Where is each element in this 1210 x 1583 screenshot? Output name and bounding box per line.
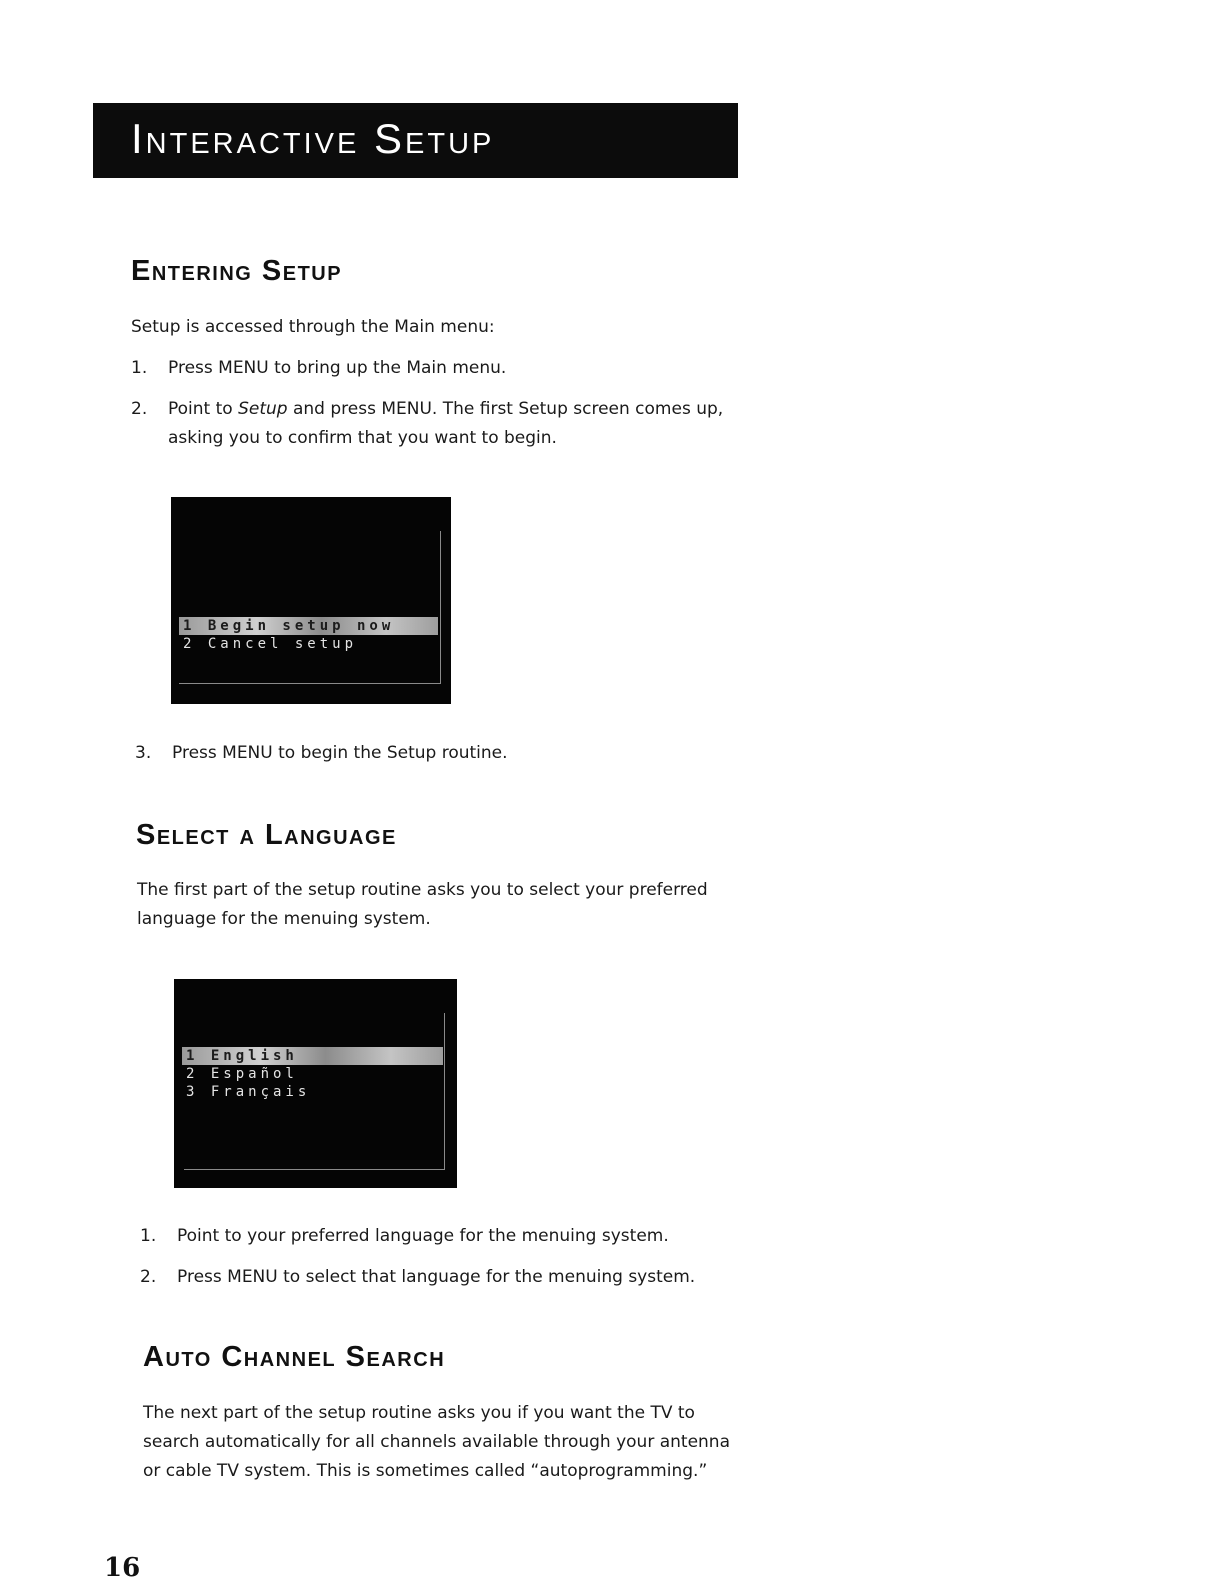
tv-menu-frame: [179, 531, 441, 684]
step-number: 2.: [140, 1267, 157, 1287]
heading-select-language: Select a Language: [136, 819, 397, 851]
select-language-intro-line1: The first part of the setup routine asks you to select your preferred: [137, 880, 708, 900]
step-text-after: and press MENU. The first Setup screen comes up,: [287, 399, 724, 419]
tv-menu-item-cancel-setup: 2 Cancel setup: [183, 636, 358, 652]
step-text-italic: Setup: [238, 399, 288, 419]
step-text: [168, 395, 723, 424]
banner-title: Interactive Setup: [131, 115, 495, 162]
heading-auto-channel-search: Auto Channel Search: [143, 1341, 446, 1373]
step-number: 1.: [131, 358, 148, 378]
step-text-line2: asking you to confirm that you want to begin.: [168, 428, 557, 448]
tv-menu-item-begin-setup: 1 Begin setup now: [179, 617, 438, 635]
entering-setup-intro: Setup is accessed through the Main menu:: [131, 317, 495, 337]
tv-menu-item-english: 1 English: [182, 1047, 443, 1065]
step-number: 2.: [131, 399, 148, 419]
step-text-before: Point to: [168, 399, 239, 419]
tv-screen-setup-confirm: [171, 497, 451, 704]
auto-channel-search-line3: or cable TV system. This is sometimes called “autoprogramming.”: [143, 1461, 708, 1481]
heading-entering-setup: Entering Setup: [131, 255, 343, 287]
step-text: Point to your preferred language for the menuing system.: [177, 1226, 669, 1246]
select-language-intro-line2: language for the menuing system.: [137, 909, 431, 929]
step-text: Press MENU to bring up the Main menu.: [168, 358, 507, 378]
auto-channel-search-line2: search automatically for all channels available through your antenna: [143, 1432, 730, 1452]
tv-menu-item-francais: 3 Français: [186, 1084, 311, 1100]
section-banner: [93, 103, 738, 178]
tv-menu-item-espanol: 2 Español: [186, 1066, 298, 1082]
auto-channel-search-line1: The next part of the setup routine asks you if you want the TV to: [143, 1403, 695, 1423]
step-number: 1.: [140, 1226, 157, 1246]
step-text: Press MENU to select that language for the menuing system.: [177, 1267, 696, 1287]
page-number: 16: [104, 1553, 141, 1583]
tv-screen-language: [174, 979, 457, 1188]
step-number: 3.: [135, 743, 152, 763]
step-text: Press MENU to begin the Setup routine.: [172, 743, 508, 763]
